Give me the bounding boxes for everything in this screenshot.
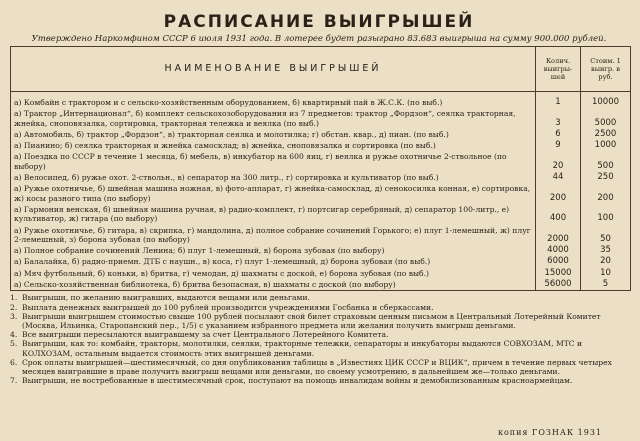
table-row bbox=[11, 204, 631, 225]
note-item bbox=[10, 293, 630, 302]
note-number: 6. bbox=[10, 357, 18, 367]
note-item bbox=[10, 312, 630, 330]
prize-table bbox=[10, 46, 631, 291]
note-text: Выигрыши, не востребованные в шестимесячный срок, поступают на помощь инвалидам войны и демобилизованным красноармейцам. bbox=[22, 376, 573, 386]
prize-cost: 1000 bbox=[581, 140, 631, 151]
prize-description: а) Гармония венская, б) швейная машина ручная, в) радио-комплект, г) портсигар серебряный, д) сепаратор 100-литр., е) культиватор, ж) гитара (по выбору) bbox=[11, 204, 536, 225]
column-header-cost: Стоим. 1 выигр. в руб. bbox=[581, 47, 631, 92]
prize-description: а) Пианино; б) сеялка тракторная и жнейка самосклад; в) жнейка, сноповязалка и сортировка (по выб.) bbox=[11, 140, 536, 151]
table-row bbox=[11, 151, 631, 172]
prize-count: 4000 bbox=[536, 245, 581, 256]
prize-count: 6000 bbox=[536, 256, 581, 267]
prize-count: 20 bbox=[536, 151, 581, 172]
prize-cost: 200 bbox=[581, 183, 631, 204]
note-number: 4. bbox=[10, 330, 18, 340]
prize-description: а) Балалайка, б) радио-приемн. ДТБ с наушн., в) коса, г) плуг 1-лемешный, д) борона зубовая (по выб.) bbox=[11, 256, 536, 267]
prize-description: а) Сельско-хозяйственная библиотека, б) бритва безопасная, в) шахматы с доской (по выбору) bbox=[11, 279, 536, 291]
column-header-name: НАИМЕНОВАНИЕ ВЫИГРЫШЕЙ bbox=[11, 47, 536, 92]
prize-description: а) Полное собрание сочинений Ленина; б) плуг 1-лемешный, в) борона зубовая (по выбору) bbox=[11, 245, 536, 256]
note-item bbox=[10, 303, 630, 312]
table-row bbox=[11, 268, 631, 279]
table-row bbox=[11, 256, 631, 267]
prize-cost: 500 bbox=[581, 151, 631, 172]
table-row bbox=[11, 140, 631, 151]
approval-subtitle: Утверждено Наркомфином СССР 6 июля 1931 года. В лотерее будет разыграно 83.683 выигрыша на сумму 900.000 рублей. bbox=[31, 34, 607, 44]
prize-cost: 10 bbox=[581, 268, 631, 279]
prize-count: 3 bbox=[536, 108, 581, 129]
prize-count: 1 bbox=[536, 92, 581, 109]
table-row bbox=[11, 172, 631, 183]
note-number: 5. bbox=[10, 339, 18, 349]
table-header-row bbox=[11, 47, 631, 92]
note-item bbox=[10, 358, 630, 376]
prize-description: а) Комбайн с трактором и с сельско-хозяйственным оборудованием, б) квартирный пай в Ж.С.К. (по выб.) bbox=[11, 92, 536, 109]
note-number: 2. bbox=[10, 302, 18, 312]
prize-description: а) Автомобиль, б) трактор „Фордзон“, в) тракторная сеялка и молотилка; г) обстан. квар., д) пиан. (по выб.) bbox=[11, 129, 536, 140]
prize-cost: 35 bbox=[581, 245, 631, 256]
prize-description: а) Ружье охотничье, б) швейная машина ножная, в) фото-аппарат, г) жнейка-самосклад, д) сенокосилка конная, е) сортировка, ж) косы разного типа (по выбору) bbox=[11, 183, 536, 204]
note-text: Выплата денежных выигрышей до 100 рублей производится учреждениями Госбанка и сберкассами. bbox=[22, 302, 434, 312]
prize-description: а) Мяч футбольный, б) коньки, в) бритва, г) чемодан, д) шахматы с доской, е) борона зубовая (по выб.) bbox=[11, 268, 536, 279]
note-text: Срок оплаты выигрышей—шестимесячный, со дня опубликования таблицы в „Известиях ЦИК СССР и ВЦИК“, причем в течение первых четырех месяцев выигравшие в праве получить выигрыш вещами или деньгами, по своему усмотрению, в дальнейшем же—только деньгами. bbox=[22, 357, 612, 376]
table-row bbox=[11, 225, 631, 246]
table-row bbox=[11, 108, 631, 129]
note-number: 7. bbox=[10, 376, 18, 386]
note-text: Все выигрыши пересылаются выигравшему за счет Центрального Лотерейного Комитета. bbox=[22, 330, 389, 340]
prize-cost: 20 bbox=[581, 256, 631, 267]
prize-count: 15000 bbox=[536, 268, 581, 279]
prize-count: 400 bbox=[536, 204, 581, 225]
prize-count: 56000 bbox=[536, 279, 581, 291]
notes-list bbox=[10, 293, 630, 385]
prize-cost: 100 bbox=[581, 204, 631, 225]
prize-description: а) Трактор „Интернационал“, б) комплект сельскохозоборудования из 7 предметов: трактор „Фордзон“, сеялка тракторная, жнейка, сноповязалка, сортировка, тракторная тележка и веялка (по выб.) bbox=[11, 108, 536, 129]
note-item bbox=[10, 330, 630, 339]
prize-description: а) Поездка по СССР в течение 1 месяца, б) мебель, в) инкубатор на 600 яиц, г) веялка и ружье охотничье 2-ствольное (по выбору) bbox=[11, 151, 536, 172]
note-item bbox=[10, 339, 630, 357]
prize-cost: 5 bbox=[581, 279, 631, 291]
note-text: Выигрыши, как то: комбайн, тракторы, молотилки, сеялки, тракторные тележки, сепараторы и инкубаторы выдаются СОВХОЗАМ, МТС и КОЛХОЗАМ, остальным выдается стоимость этих выигрышей деньгами. bbox=[22, 339, 583, 358]
prize-count: 6 bbox=[536, 129, 581, 140]
prize-count: 2000 bbox=[536, 225, 581, 246]
table-row bbox=[11, 129, 631, 140]
table-row bbox=[11, 92, 631, 109]
prize-cost: 250 bbox=[581, 172, 631, 183]
page-title: РАСПИСАНИЕ ВЫИГРЫШЕЙ bbox=[163, 12, 475, 32]
prize-count: 9 bbox=[536, 140, 581, 151]
prize-count: 200 bbox=[536, 183, 581, 204]
prize-cost: 10000 bbox=[581, 92, 631, 109]
note-item bbox=[10, 376, 630, 385]
prize-cost: 2500 bbox=[581, 129, 631, 140]
prize-description: а) Ружье охотничье, б) гитара, в) скрипка, г) мандолина, д) полное собрание сочинений Горького; е) плуг 1-лемешный, ж) плуг 2-лемешный, з) борона зубовая (по выбору) bbox=[11, 225, 536, 246]
prize-cost: 50 bbox=[581, 225, 631, 246]
note-text: Выигрыши выигрышем стоимостью свыше 100 рублей посылают свой билет страховым ценным письмом в Центральный Лотерейный Комитет (Москва, Ильинка, Старопанский пер., 1/5) с указанием избранного предмета или желания получить выигрыш деньгами. bbox=[22, 311, 601, 330]
table-row bbox=[11, 245, 631, 256]
note-number: 3. bbox=[10, 311, 18, 321]
note-number: 1. bbox=[10, 293, 18, 303]
footer-imprint: копия ГОЗНАК 1931 bbox=[497, 428, 602, 437]
column-header-count: Колич. выигры-шей bbox=[536, 47, 581, 92]
table-row bbox=[11, 183, 631, 204]
prize-cost: 5000 bbox=[581, 108, 631, 129]
prize-count: 44 bbox=[536, 172, 581, 183]
prize-description: а) Велосипед, б) ружье охот. 2-ствольн., в) сепаратор на 300 литр., г) сортировка и культиватор (по выб.) bbox=[11, 172, 536, 183]
table-row bbox=[11, 279, 631, 291]
note-text: Выигрыши, по желанию выигравших, выдаются вещами или деньгами. bbox=[22, 293, 310, 303]
